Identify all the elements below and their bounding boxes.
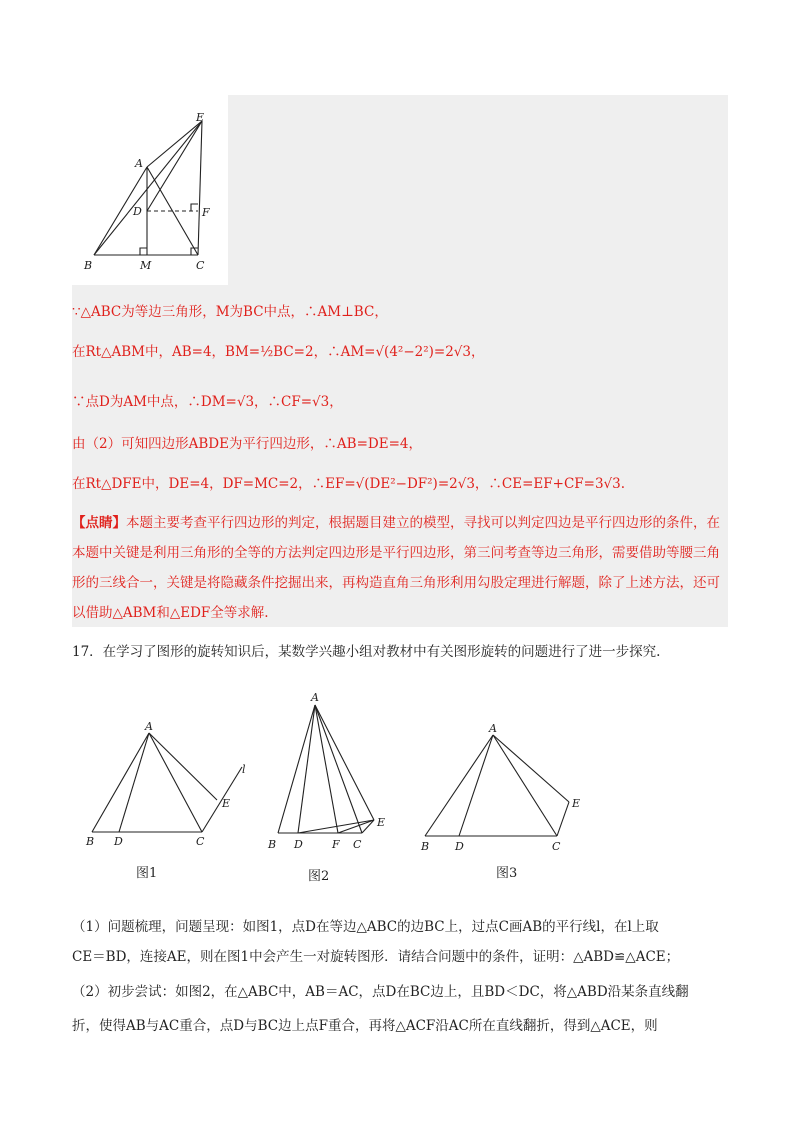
fig3-label-c: C: [552, 840, 561, 853]
fig2-label-d: D: [294, 838, 303, 851]
fig3-label-b: B: [421, 840, 430, 853]
solution-line-5: 在Rt△DFE中，DE=4，DF=MC=2，∴EF=√(DE²−DF²)=2√3，∴CE=EF+CF=3√3.: [72, 476, 626, 492]
fig1-label-d: D: [114, 835, 123, 848]
fig1-caption: 图1: [136, 866, 158, 881]
figures-diagram: [72, 685, 732, 890]
fig3-label-a: A: [489, 722, 497, 735]
fig-top-label-c: C: [196, 259, 205, 272]
fig2-caption: 图2: [308, 869, 330, 884]
fig2-label-e: E: [377, 816, 386, 829]
part2-line-2: 折，使得AB与AC重合，点D与BC边上点F重合，再将△ACF沿AC所在直线翻折，得到△ACE，则: [72, 1018, 658, 1034]
figures-row: [72, 685, 732, 890]
remark-text: 本题主要考查平行四边形的判定，根据题目建立的模型，寻找可以判定四边是平行四边形的条件，在本题中关键是利用三角形的全等的方法判定四边形是平行四边形，第三问考查等边三角形，需要借助等腰三角形的三线合一，关键是将隐藏条件挖掘出来，再构造直角三角形利用勾股定理进行解题，除了上述方法，还可以借助△ABM和△EDF全等求解.: [72, 515, 720, 621]
remark-tag: 【点睛】: [72, 515, 126, 531]
part2-line-1: （2）初步尝试：如图2，在△ABC中，AB＝AC，点D在BC边上，且BD＜DC，将△ABD沿某条直线翻: [72, 984, 689, 1000]
solution-line-3: ∵点D为AM中点，∴DM=√3，∴CF=√3，: [72, 394, 343, 410]
fig1-label-c: C: [196, 835, 205, 848]
fig3-label-d: D: [455, 840, 464, 853]
solution-line-1: ∵△ABC为等边三角形，M为BC中点，∴AM⊥BC，: [72, 304, 388, 320]
fig1-label-e: E: [222, 797, 231, 810]
figure-3-shape: [425, 735, 569, 836]
fig1-label-b: B: [86, 835, 95, 848]
fig2-label-a: A: [311, 691, 319, 704]
fig-top-label-b: B: [84, 259, 93, 272]
fig-top-label-d: D: [133, 205, 142, 218]
problem-title: 17．在学习了图形的旋转知识后，某数学兴趣小组对教材中有关图形旋转的问题进行了进一步探究.: [72, 644, 661, 660]
figure-2-shape: [278, 705, 374, 833]
fig-top-label-m: M: [140, 259, 152, 272]
remark-paragraph: [72, 508, 732, 628]
solution-line-2: 在Rt△ABM中，AB=4，BM=½BC=2，∴AM=√(4²−2²)=2√3，: [72, 344, 485, 360]
fig2-label-b: B: [268, 838, 277, 851]
figure-top: [72, 95, 228, 285]
figure-1-shape: [92, 733, 242, 832]
figure-top-diagram: [72, 95, 228, 285]
fig-top-label-a: A: [135, 157, 143, 170]
fig2-label-f: F: [332, 838, 340, 851]
fig2-label-c: C: [353, 838, 362, 851]
fig1-label-a: A: [145, 720, 153, 733]
fig-top-label-f: F: [202, 206, 210, 219]
part1-line-1: （1）问题梳理，问题呈现：如图1，点D在等边△ABC的边BC上，过点C画AB的平行线l，在l上取: [72, 919, 659, 935]
solution-line-4: 由（2）可知四边形ABDE为平行四边形，∴AB=DE=4，: [72, 436, 422, 452]
fig-top-label-e: E: [196, 111, 205, 124]
fig1-label-l: l: [242, 763, 246, 776]
fig3-caption: 图3: [496, 866, 518, 881]
fig3-label-e: E: [572, 797, 581, 810]
part1-line-2: CE＝BD，连接AE，则在图1中会产生一对旋转图形．请结合问题中的条件，证明：△ABD≌△ACE；: [72, 949, 680, 965]
